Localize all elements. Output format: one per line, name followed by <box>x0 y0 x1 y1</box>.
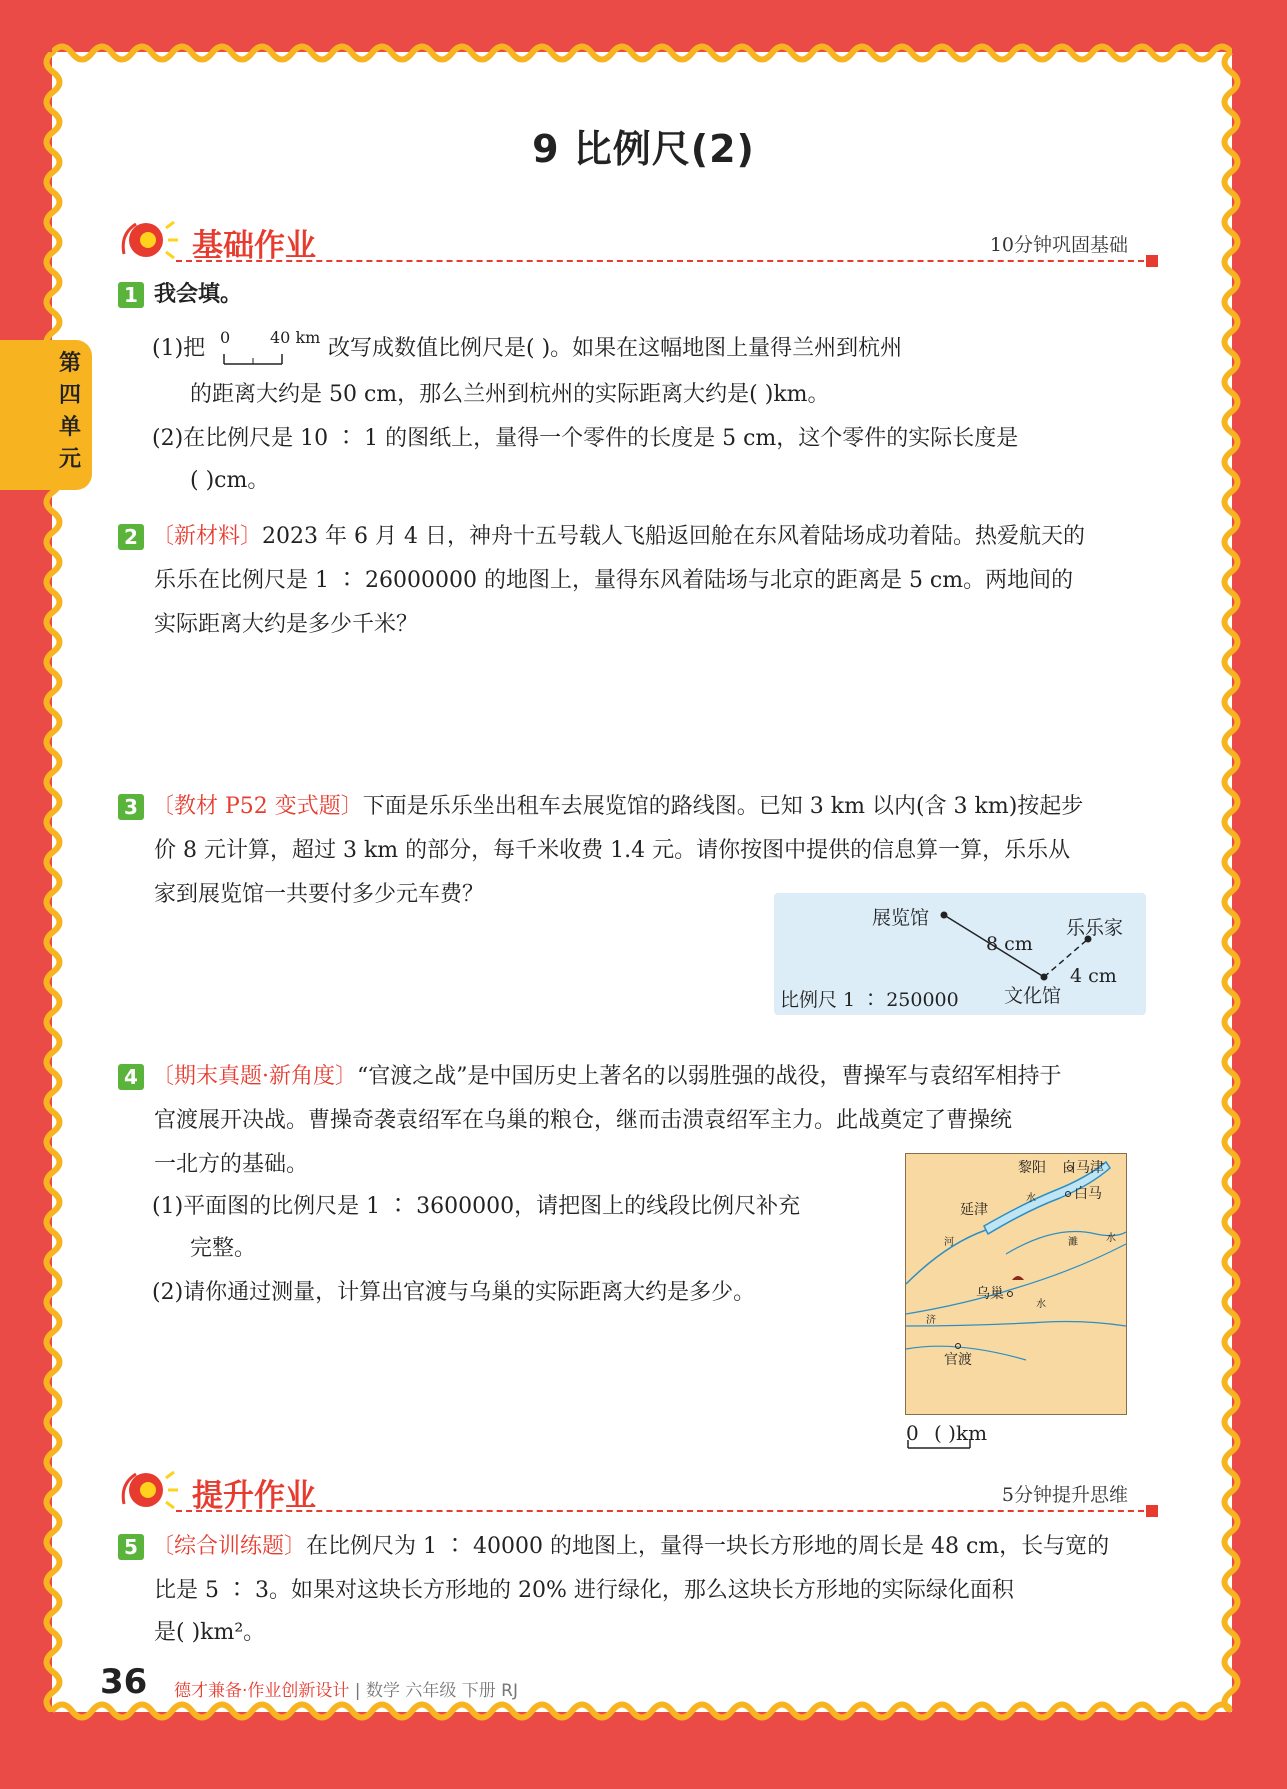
map-label-shui-3: 水 <box>1036 1299 1046 1310</box>
wavy-border-left <box>40 52 66 1712</box>
q4-part1-line2: 完整。 <box>190 1236 257 1261</box>
q1-part1-prefix: (1)把 <box>152 336 206 361</box>
page-title: 9 比例尺(2) <box>532 127 755 171</box>
page-number: 36 <box>100 1662 148 1702</box>
q4-line1 <box>152 1062 1062 1092</box>
section-divider <box>176 260 1154 262</box>
section-header-basic <box>118 214 1158 270</box>
line-scale-40km <box>218 328 328 368</box>
q1-part2-line2: ( )cm。 <box>190 468 270 493</box>
megaphone-icon <box>118 1464 180 1520</box>
footer-brand: 德才兼备·作业创新设计 <box>174 1681 350 1701</box>
question-number-5: 5 <box>118 1534 144 1560</box>
question-number-4: 4 <box>118 1064 144 1090</box>
q5-line3: 是( )km²。 <box>154 1620 266 1645</box>
q2-tag: 〔新材料〕 <box>152 524 263 549</box>
map-label-baimajin: 白马津 <box>1062 1160 1104 1176</box>
label-dist-4cm: 4 cm <box>1070 965 1117 987</box>
line-scale-zero: 0 <box>220 328 231 347</box>
q5-tag: 〔综合训练题〕 <box>152 1534 307 1559</box>
label-lele-home: 乐乐家 <box>1066 917 1124 939</box>
q2-line1-text: 2023 年 6 月 4 日，神舟十五号载人飞船返回舱在东风着陆场成功着陆。热爱航天的 <box>262 524 1085 549</box>
section-title-advanced: 提升作业 <box>192 1478 316 1514</box>
q3-line3: 家到展览馆一共要付多少元车费？ <box>154 882 485 907</box>
wavy-border-top <box>52 40 1232 66</box>
q3-line2: 价 8 元计算，超过 3 km 的部分，每千米收费 1.4 元。请你按图中提供的信息算一算，乐乐从 <box>154 838 1071 863</box>
map-scale-zero: 0 <box>906 1421 919 1445</box>
q3-tag: 〔教材 P52 变式题〕 <box>152 794 363 819</box>
q5-line1 <box>152 1532 1109 1562</box>
q4-part1-line1: (1)平面图的比例尺是 1 ∶ 3600000，请把图上的线段比例尺补充 <box>152 1194 801 1219</box>
question-number-3: 3 <box>118 794 144 820</box>
map-label-shui-1: 水 <box>1026 1193 1036 1204</box>
wavy-border-right <box>1218 52 1244 1712</box>
q3-line1-text: 下面是乐乐坐出租车去展览馆的路线图。已知 3 km 以内(含 3 km)按起步 <box>362 794 1084 819</box>
footer-text: 德才兼备·作业创新设计 | 数学 六年级 下册 RJ <box>174 1681 518 1701</box>
map-label-shui-2: 水 <box>1106 1233 1116 1244</box>
section-divider-end <box>1146 255 1158 267</box>
q5-line1-text: 在比例尺为 1 ∶ 40000 的地图上，量得一块长方形地的周长是 48 cm，长与宽的 <box>306 1534 1110 1559</box>
q4-part2: (2)请你通过测量，计算出官渡与乌巢的实际距离大约是多少。 <box>152 1280 756 1305</box>
section-header-advanced <box>118 1464 1158 1520</box>
question-number-2: 2 <box>118 524 144 550</box>
question-number-1: 1 <box>118 282 144 308</box>
section-divider-end <box>1146 1505 1158 1517</box>
label-dist-8cm: 8 cm <box>986 933 1033 955</box>
q1-part1-text: 改写成数值比例尺是( )。如果在这幅地图上量得兰州到杭州 <box>328 336 903 361</box>
q1-heading: 我会填。 <box>154 282 243 307</box>
map-label-baima: 白马 <box>1074 1186 1102 1202</box>
map-label-wuchao: 乌巢 <box>976 1286 1004 1302</box>
map-label-yanjin: 延津 <box>960 1202 988 1218</box>
map-label-sui: 濉 <box>1068 1237 1078 1248</box>
diagram-scale: 比例尺 1 ∶ 250000 <box>780 989 959 1011</box>
section-note-basic: 10分钟巩固基础 <box>989 234 1128 256</box>
q4-line1-text: “官渡之战”是中国历史上著名的以弱胜强的战役，曹操军与袁绍军相持于 <box>357 1064 1062 1089</box>
q1-part1-line2: 的距离大约是 50 cm，那么兰州到杭州的实际距离大约是( )km。 <box>190 382 830 407</box>
q2-line3: 实际距离大约是多少千米？ <box>154 612 419 637</box>
map-label-guandu: 官渡 <box>944 1352 972 1368</box>
route-diagram <box>774 893 1146 1015</box>
q1-part2-line1: (2)在比例尺是 10 ∶ 1 的图纸上，量得一个零件的长度是 5 cm，这个零件的实际长度是 <box>152 426 1019 451</box>
section-title-basic: 基础作业 <box>192 228 316 264</box>
battle-map <box>905 1153 1127 1415</box>
q5-line2: 比是 5 ∶ 3。如果对这块长方形地的 20% 进行绿化，那么这块长方形地的实际绿化面积 <box>154 1578 1014 1603</box>
wavy-border-bottom <box>52 1698 1232 1724</box>
footer-info: 数学 六年级 下册 RJ <box>365 1681 518 1701</box>
section-note-advanced: 5分钟提升思维 <box>1001 1484 1128 1506</box>
map-label-liyang: 黎阳 <box>1018 1160 1046 1176</box>
map-scale-blank: ( )km <box>934 1421 988 1445</box>
q2-line2: 乐乐在比例尺是 1 ∶ 26000000 的地图上，量得东风着陆场与北京的距离是 5 cm。两地间的 <box>154 568 1074 593</box>
q4-line3: 一北方的基础。 <box>154 1152 309 1177</box>
label-culture-hall: 文化馆 <box>1004 985 1062 1007</box>
map-label-ji: 济 <box>926 1315 936 1326</box>
unit-tab-label: 第四单元 <box>58 351 81 472</box>
section-divider <box>176 1510 1154 1512</box>
q4-tag: 〔期末真题·新角度〕 <box>152 1064 357 1089</box>
q2-line1 <box>152 522 1085 552</box>
q4-line2: 官渡展开决战。曹操奇袭袁绍军在乌巢的粮仓，继而击溃袁绍军主力。此战奠定了曹操统 <box>154 1108 1013 1133</box>
map-label-he: 河 <box>944 1237 954 1248</box>
q3-line1 <box>152 792 1083 822</box>
line-scale-km: 40 km <box>270 328 321 347</box>
megaphone-icon <box>118 214 180 270</box>
label-exhibition-hall: 展览馆 <box>872 907 930 929</box>
